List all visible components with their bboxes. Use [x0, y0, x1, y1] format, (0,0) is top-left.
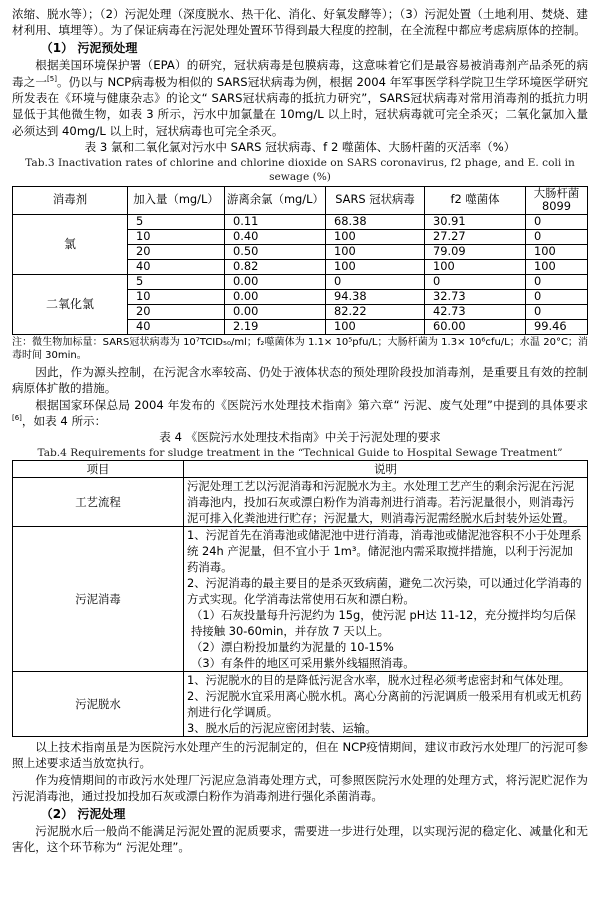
description-line: 2、污泥消毒的最主要目的是杀灭致病菌，避免二次污染，可以通过化学消毒的方式实现。化学消毒法常使用石灰和漂白粉。: [187, 575, 582, 606]
table-row: [13, 214, 588, 229]
table-cell: 0.00: [225, 289, 326, 304]
item-cell: 污泥脱水: [13, 671, 184, 736]
description-cell: [184, 477, 588, 526]
item-cell: 工艺流程: [13, 477, 184, 526]
table4-caption: 表 4 《医院污水处理技术指南》中关于污泥处理的要求: [159, 430, 441, 445]
header-cell: 消毒剂: [13, 186, 128, 214]
table4-sludge-requirements: [12, 460, 588, 737]
paragraph-applicability: 以上技术指南虽是为医院污水处理产生的污泥制定的，但在 NCP疫情期间，建议市政污水处理厂的污泥可参照上述要求适当放宽执行。: [12, 739, 588, 771]
table3-note: 注：微生物加标量：SARS冠状病毒为 10⁷TCID₅₀/ml；f₂噬菌体为 1.1× 10⁵pfu/L；大肠杆菌为 1.3× 10⁶cfu/L；水温 20°C；消毒时间 30min。: [12, 336, 588, 361]
table-cell: 82.22: [326, 304, 425, 319]
paragraph-sludge-treatment: 污泥脱水后一般尚不能满足污泥处置的泥质要求，需要进一步进行处理，以实现污泥的稳定化、减量化和无害化，这个环节称为“ 污泥处理”。: [12, 823, 588, 855]
table-cell: 0.50: [225, 244, 326, 259]
header-cell: f2 噬菌体: [425, 186, 526, 214]
table-cell: 68.38: [326, 214, 425, 229]
table-cell: 100: [326, 229, 425, 244]
table-cell: 40: [128, 259, 225, 274]
description-line: （1）石灰投量每升污泥约为 15g，使污泥 pH达 11-12，充分搅拌均匀后保持接触 30-60min，并存放 7 天以上。: [191, 607, 576, 638]
table-cell: 27.27: [425, 229, 526, 244]
description-cell: [184, 526, 588, 671]
table-cell: 60.00: [425, 319, 526, 334]
table-cell: 5: [128, 214, 225, 229]
table-cell: 10: [128, 289, 225, 304]
table-cell: 5: [128, 274, 225, 289]
citation-ref[interactable]: [6]: [12, 414, 22, 423]
description-line: （2）漂白粉投加量约为泥量的 10-15%: [191, 639, 394, 654]
description-line: 2、污泥脱水宜采用离心脱水机。离心分离前的污泥调质一般采用有机或无机药剂进行化学调质。: [187, 688, 582, 719]
table-cell: 100: [326, 244, 425, 259]
citation-ref[interactable]: [5]: [47, 74, 57, 83]
description-line: 3、脱水后的污泥应密闭封装、运输。: [187, 720, 377, 735]
header-cell: 说明: [184, 460, 588, 477]
disinfectant-cell: 二氧化氯: [13, 274, 128, 334]
header-cell: 大肠杆菌 8099: [526, 186, 588, 214]
disinfectant-cell: 氯: [13, 214, 128, 274]
header-cell: SARS 冠状病毒: [326, 186, 425, 214]
description-line: （3）有条件的地区可采用紫外线辐照消毒。: [191, 655, 415, 670]
table-cell: 2.19: [225, 319, 326, 334]
table-cell: 42.73: [425, 304, 526, 319]
table-header-row: [13, 186, 588, 214]
description-cell: [184, 671, 588, 736]
table-cell: 20: [128, 244, 225, 259]
item-cell: 污泥消毒: [13, 526, 184, 671]
section-heading-sludge-treatment: （2） 污泥处理: [40, 806, 126, 821]
intro-paragraph: 浓缩、脱水等）；（2）污泥处理（深度脱水、热干化、消化、好氧发酵等）；（3）污泥处置（土地利用、焚烧、建材利用、填埋等）。为了保证病毒在污泥处理处置环节得到最大程度的控制，在全流程中都应考虑病原体的控制。: [12, 7, 588, 38]
table-row: [13, 274, 588, 289]
table-cell: 0: [526, 289, 588, 304]
paragraph-text: 根据美国环境保护署（EPA）的研究，冠状病毒是包膜病毒，这意味着它们是最容易被消毒剂产品杀死的病毒之一: [12, 58, 588, 89]
table-cell: 0.11: [225, 214, 326, 229]
table-cell: 0: [526, 304, 588, 319]
description-line: 1、污泥脱水的目的是降低污泥含水率，脱水过程必须考虑密封和气体处理。: [187, 672, 571, 687]
header-cell: 加入量（mg/L）: [128, 186, 225, 214]
table-cell: 0: [526, 214, 588, 229]
table-cell: 0: [526, 274, 588, 289]
table-row: [13, 526, 588, 671]
paragraph-text: ，如表 4 所示：: [21, 414, 107, 429]
table-cell: 10: [128, 229, 225, 244]
description-line: 1、污泥首先在消毒池或储泥池中进行消毒，消毒池或储泥池容积不小于处理系统 24h 产泥量，但不宜小于 1m³。储泥池内需采取搅拌措施，以利于污泥加药消毒。: [187, 527, 582, 574]
table4-caption-english: Tab.4 Requirements for sludge treatment in the “Technical Guide to Hospital Sewage Treatment”: [37, 446, 563, 459]
paragraph-emergency-disinfection: 作为疫情期间的市政污水处理厂污泥应急消毒处理方式，可参照医院污水处理的处理方式，将污泥贮泥作为污泥消毒池，通过投加投加石灰或漂白粉作为消毒剂进行强化杀菌消毒。: [12, 772, 588, 804]
table-cell: 30.91: [425, 214, 526, 229]
table-cell: 100: [526, 259, 588, 274]
section-heading-sludge-pretreatment: （1） 污泥预处理: [40, 40, 138, 55]
paragraph-text: 。仍以与 NCP病毒极为相似的 SARS冠状病毒为例，根据 2004 年军事医学科学院卫生学环境医学研究所发表在《环境与健康杂志》的论文“ SARS冠状病毒的抵抗力研究”，SARS冠状病毒对常用消毒剂的抵抗力明显低于其他微生物，如表 3 所示，污水中加氯量在 10mg/L 以上时，冠状病毒就可完全杀灭；二氧化氯加入量必须达到 40mg/L 以上时，冠状病毒也可完全杀灭。: [12, 74, 588, 138]
table-row: [13, 477, 588, 526]
table-cell: 100: [526, 244, 588, 259]
header-cell: 游离余氯（mg/L）: [225, 186, 326, 214]
paragraph-epa-research: [12, 57, 588, 139]
table-cell: 32.73: [425, 289, 526, 304]
table-cell: 20: [128, 304, 225, 319]
table3-inactivation-rates: [12, 186, 588, 335]
paragraph-source-control: 因此，作为源头控制，在污泥含水率较高、仍处于液体状态的预处理阶段投加消毒剂，是重要且有效的控制病原体扩散的措施。: [12, 364, 588, 396]
description-line: 污泥处理工艺以污泥消毒和污泥脱水为主。水处理工艺产生的剩余污泥在污泥消毒池内，投加石灰或漂白粉作为消毒剂进行消毒。若污泥量很小，则消毒污泥可排入化粪池进行贮存；污泥量大，则消毒污泥需经脱水后封装外运处置。: [187, 478, 575, 525]
table-cell: 0.40: [225, 229, 326, 244]
table-cell: 0: [526, 229, 588, 244]
table-header-row: [13, 460, 588, 477]
table-cell: 94.38: [326, 289, 425, 304]
table-cell: 0.00: [225, 304, 326, 319]
table-cell: 40: [128, 319, 225, 334]
table-cell: 99.46: [526, 319, 588, 334]
table3-caption: 表 3 氯和二氧化氯对污水中 SARS 冠状病毒、f 2 噬菌体、大肠杆菌的灭活率（%）: [84, 140, 516, 155]
table-cell: 0.82: [225, 259, 326, 274]
table-cell: 100: [326, 319, 425, 334]
table-cell: 0: [326, 274, 425, 289]
table-cell: 100: [326, 259, 425, 274]
table-cell: 0: [425, 274, 526, 289]
paragraph-text: 根据国家环保总局 2004 年发布的《医院污水处理技术指南》第六章“ 污泥、废气处理”中提到的具体要求: [35, 397, 588, 412]
table-cell: 79.09: [425, 244, 526, 259]
table-row: [13, 671, 588, 736]
header-cell: 项目: [13, 460, 184, 477]
table-cell: 100: [425, 259, 526, 274]
table3-caption-english: Tab.3 Inactivation rates of chlorine and chlorine dioxide on SARS coronavirus, f2 phage, and E. coli in sewage (%): [25, 156, 575, 183]
paragraph-guideline-reference: [12, 397, 588, 430]
table-cell: 0.00: [225, 274, 326, 289]
